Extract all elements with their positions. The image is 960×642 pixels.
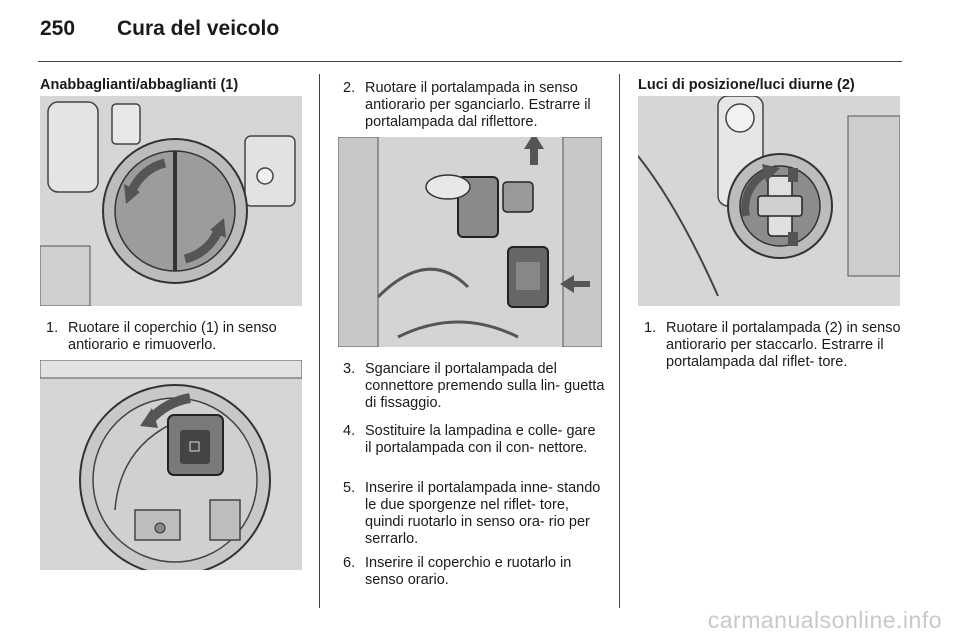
figure-bulb-holder-rotation [40,360,302,570]
section-heading-position-lights: Luci di posizione/luci diurne (2) [638,77,855,93]
column-divider-1 [319,74,320,608]
footer-watermark: carmanualsonline.info [707,607,942,633]
step-text: Inserire il coperchio e ruotarlo in senso orario. [365,555,572,588]
step-text: Ruotare il portalampada (2) in senso antiorario per staccarlo. Estrarre il portalampada dal riflet- tore. [666,320,901,370]
cover-illustration [40,96,302,306]
figure-connector-release [338,137,602,347]
step-text: Inserire il portalampada inne- stando le due sporgenze nel riflet- tore, quindi ruotarlo in senso ora- rio per serrarlo. [365,480,601,547]
step-number: 1. [644,320,657,336]
step-text: Ruotare il portalampada in senso antiorario per sganciarlo. Estrarre il portalampada dal riflettore. [365,80,591,130]
position-light-illustration [638,96,900,306]
step-text: Sganciare il portalampada del connettore premendo sulla lin- guetta di fissaggio. [365,361,605,411]
connector-illustration [338,137,602,347]
page-title: Cura del veicolo [117,17,280,40]
step-number: 3. [343,361,356,377]
header-rule [38,61,902,62]
figure-cover-rotation [40,96,302,306]
step-text: Sostituire la lampadina e colle- gare il portalampada con il con- nettore. [365,423,596,456]
step-number: 4. [343,423,356,439]
section-heading-low-high-beam: Anabbaglianti/abbaglianti (1) [40,77,239,93]
page-number: 250 [40,17,76,40]
step-number: 5. [343,480,356,496]
step-number: 1. [46,320,59,336]
step-text: Ruotare il coperchio (1) in senso antiorario e rimuoverlo. [68,320,277,353]
bulb-holder-illustration [40,360,302,570]
column-divider-2 [619,74,620,608]
step-number: 6. [343,555,356,571]
step-number: 2. [343,80,356,96]
figure-position-light-holder [638,96,900,306]
